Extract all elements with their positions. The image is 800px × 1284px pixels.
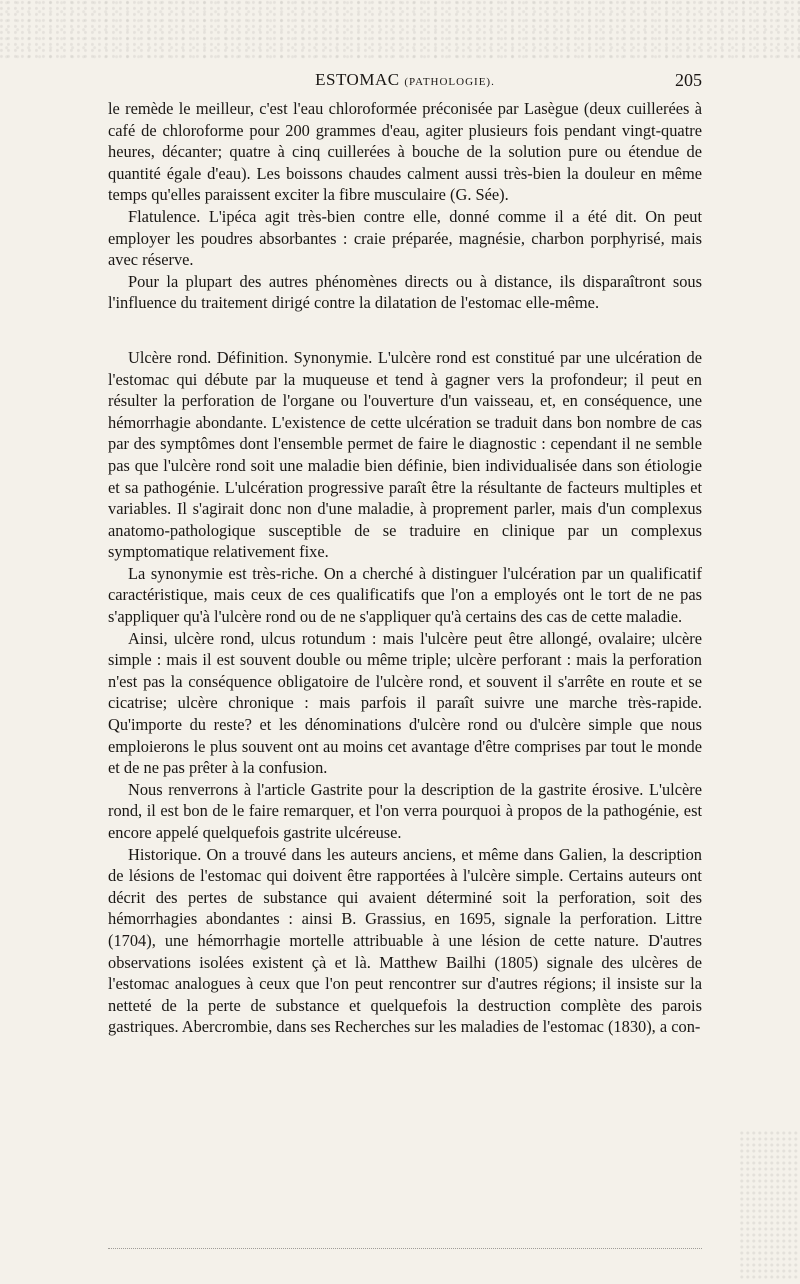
paragraph: Pour la plupart des autres phénomènes directs ou à distance, ils disparaîtront sous l'influence du traitement dirigé contre la dilatation de l'estomac elle-même. [108, 271, 702, 313]
scan-noise-bottom-right [740, 1130, 800, 1280]
running-title [108, 70, 702, 90]
running-title-sub: (PATHOLOGIE). [404, 76, 495, 88]
paragraph-historique: Historique. On a trouvé dans les auteurs anciens, et même dans Galien, la description de lésions de l'estomac qui doivent être rapportées à l'ulcère simple. Certains auteurs ont décrit des pertes de substance qui avaient déterminé soit la perforation, soit des hémorrhagies abondantes : ainsi B. Grassius, en 1695, signale la perforation. Littre (1704), une hémorrhagie mortelle attribuable à une lésion de cette nature. D'autres observations isolées existent çà et là. Matthew Bailhi (1805) signale des ulcères de l'estomac analogues à ceux que l'on peut rencontrer sur d'autres régions; il insiste sur la netteté de la perte de substance et quelquefois la destruction complète des parois gastriques. Abercrombie, dans ses Recherches sur les maladies de l'estomac (1830), a con- [108, 844, 702, 1037]
scan-noise-top [0, 0, 800, 60]
running-title-main: ESTOMAC [315, 70, 400, 89]
bottom-rule [108, 1248, 702, 1249]
paragraph: Ainsi, ulcère rond, ulcus rotundum : mais l'ulcère peut être allongé, ovalaire; ulcère simple : mais il est souvent double ou même triple; ulcère perforant : mais la perforation n'est pas la conséquence obligatoire de l'ulcère rond, et souvent il s'arrête en route et se cicatrise; ulcère chronique : mais parfois il paraît suivre une marche très-rapide. Qu'importe du reste? et les dénominations d'ulcère rond ou d'ulcère simple que nous emploierons le plus souvent ont au moins cet avantage d'être comprises par tout le monde et de ne pas prêter à la confusion. [108, 628, 702, 778]
page-number: 205 [675, 70, 702, 90]
paragraph: Flatulence. L'ipéca agit très-bien contre elle, donné comme il a été dit. On peut employer les poudres absorbantes : craie préparée, magnésie, charbon porphyrisé, mais avec réserve. [108, 206, 702, 270]
body-text [108, 98, 702, 1038]
paragraph: La synonymie est très-riche. On a cherché à distinguer l'ulcération par un qualificatif caractéristique, mais ceux de ces qualificatifs que l'on a employés ont le tort de ne pas s'appliquer qu'à l'ulcère rond ou de ne s'appliquer qu'à certains des cas de cette maladie. [108, 563, 702, 627]
paragraph: Nous renverrons à l'article Gastrite pour la description de la gastrite érosive. L'ulcère rond, il est bon de le faire remarquer, et l'on verra pourquoi à propos de la pathogénie, est encore appelé quelquefois gastrite ulcéreuse. [108, 779, 702, 842]
paragraph-ulcere-rond: Ulcère rond. Définition. Synonymie. L'ulcère rond est constitué par une ulcération de l'estomac qui débute par la muqueuse et tend à gagner vers la profondeur; il peut en résulter la perforation de l'organe ou l'ouverture d'un vaisseau, et, en conséquence, une hémorrhagie abondante. L'existence de cette ulcération se traduit dans bon nombre de cas par des symptômes dont l'ensemble permet de faire le diagnostic : cependant il ne semble pas que l'ulcère rond soit une maladie bien définie, bien individualisée dans son étiologie et sa pathogénie. L'ulcération progressive paraît être la résultante de facteurs multiples et variables. Il s'agirait donc non d'une maladie, à proprement parler, mais d'un complexus anatomo-pathologique susceptible de se traduire en clinique par un complexus symptomatique relativement fixe. [108, 347, 702, 562]
paragraph: le remède le meilleur, c'est l'eau chloroformée préconisée par Lasègue (deux cuillerées à café de chloroforme pour 200 grammes d'eau, agiter plusieurs fois pendant vingt-quatre heures, décanter; quatre à cinq cuillerées à bouche de la solution pure ou étendue de quantité égale d'eau). Les boissons chaudes calment aussi très-bien la douleur en même temps qu'elles paraissent exciter la fibre musculaire (G. Sée). [108, 99, 702, 205]
page-header [108, 70, 702, 94]
